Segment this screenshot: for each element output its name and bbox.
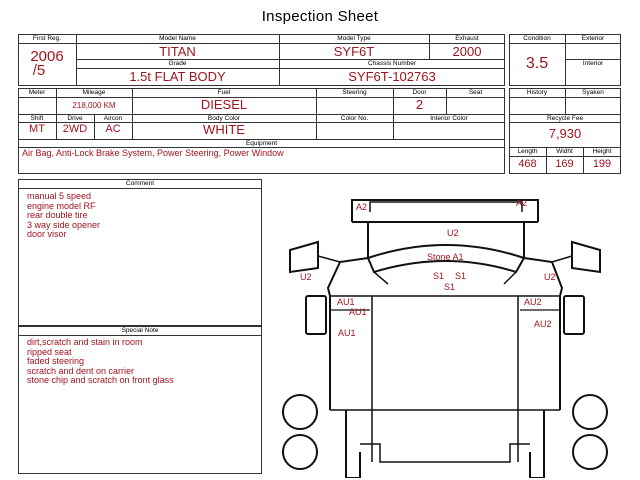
drive-value: 2WD [62, 123, 88, 135]
drive-label: Drive [67, 115, 83, 122]
sheet-title: Inspection Sheet [261, 8, 379, 25]
exhaust-label: Exhaust [455, 35, 479, 42]
aircon-label: Aircon [103, 115, 123, 122]
shift-label: Shift [30, 115, 44, 122]
damage-mark: A2 [356, 202, 368, 212]
special-note-line: dirt,scratch and stain in room [27, 337, 143, 347]
first-reg-label: First Reg. [32, 35, 62, 42]
damage-mark: AU1 [337, 297, 355, 307]
truck-damage-diagram [270, 180, 630, 478]
model-type-value: SYF6T [333, 44, 375, 59]
recycle-fee-value: 7,930 [548, 126, 582, 141]
special-note-line: scratch and dent on carrier [27, 365, 135, 376]
mileage-label: Mileage [82, 89, 106, 96]
history-label: History [526, 89, 548, 96]
fuel-label: Fuel [217, 89, 231, 96]
damage-mark: A2 [516, 198, 528, 208]
damage-mark: U2 [544, 272, 556, 282]
comment-line: manual 5 speed [27, 191, 92, 201]
comment-line: rear double tire [27, 210, 88, 220]
damage-mark: S1 [433, 271, 445, 281]
fuel-value: DIESEL [200, 97, 248, 112]
model-name-value: TITAN [159, 44, 196, 59]
damage-mark: AU2 [534, 319, 552, 329]
width-value: 169 [555, 158, 574, 170]
condition-label: Condition [523, 35, 551, 42]
door-value: 2 [415, 97, 424, 112]
damage-mark: U2 [447, 228, 459, 238]
interior-color-label: Interior Color [430, 115, 468, 122]
height-value: 199 [592, 158, 612, 170]
special-note-line: stone chip and scratch on front glass [27, 375, 174, 385]
body-color-value: WHITE [203, 122, 245, 137]
model-name-label: Model Name [159, 35, 196, 42]
equipment-label: Equipment [245, 140, 278, 147]
mileage-value: 218,000 KM [72, 101, 116, 110]
length-value: 468 [518, 158, 537, 170]
model-type-label: Model Type [337, 35, 371, 42]
damage-mark: U2 [300, 272, 312, 282]
seat-label: Seat [468, 89, 483, 96]
exhaust-value: 2000 [452, 44, 482, 59]
meter-label: Meter [28, 89, 46, 96]
exterior-label: Exterior [581, 35, 605, 42]
syaken-label: Syaken [582, 89, 604, 96]
damage-mark: S1 [444, 282, 456, 292]
shift-value: MT [29, 123, 45, 135]
recycle-fee-label: Recycle Fee [546, 115, 584, 122]
color-no-label: Color No. [340, 115, 369, 122]
first-reg-year: 2006 [30, 48, 64, 65]
body-color-label: Body Color [207, 115, 241, 122]
interior-label: Interior [582, 60, 604, 67]
damage-mark: AU1 [349, 307, 367, 317]
special-note-line: faded steering [27, 356, 85, 366]
comment-list [27, 192, 100, 240]
grade-value: 1.5t FLAT BODY [129, 69, 226, 84]
damage-mark: AU1 [338, 328, 356, 338]
damage-mark: AU2 [524, 297, 542, 307]
steering-label: Steering [342, 89, 367, 96]
grade-label: Grade [168, 60, 187, 67]
equipment-value: Air Bag, Anti-Lock Brake System, Power Steering, Power Window [22, 148, 284, 158]
width-label: Widht [556, 148, 573, 155]
damage-mark: Stone A1 [427, 252, 464, 262]
length-label: Length [517, 148, 538, 155]
chassis-number-value: SYF6T-102763 [348, 69, 436, 84]
special-note-label: Special Note [121, 327, 159, 334]
aircon-value: AC [105, 123, 121, 135]
comment-line: 3 way side opener [27, 219, 101, 230]
comment-line: door visor [27, 229, 67, 239]
special-note-line: ripped seat [27, 346, 72, 357]
chassis-number-label: Chassis Number [367, 60, 417, 67]
comment-label: Comment [125, 180, 155, 187]
damage-mark: S1 [455, 271, 467, 281]
height-label: Height [592, 148, 612, 155]
condition-value: 3.5 [525, 55, 549, 72]
special-note-list [27, 338, 174, 386]
comment-line: engine model RF [27, 200, 96, 211]
first-reg-month: /5 [32, 62, 46, 79]
door-label: Door [412, 89, 427, 96]
